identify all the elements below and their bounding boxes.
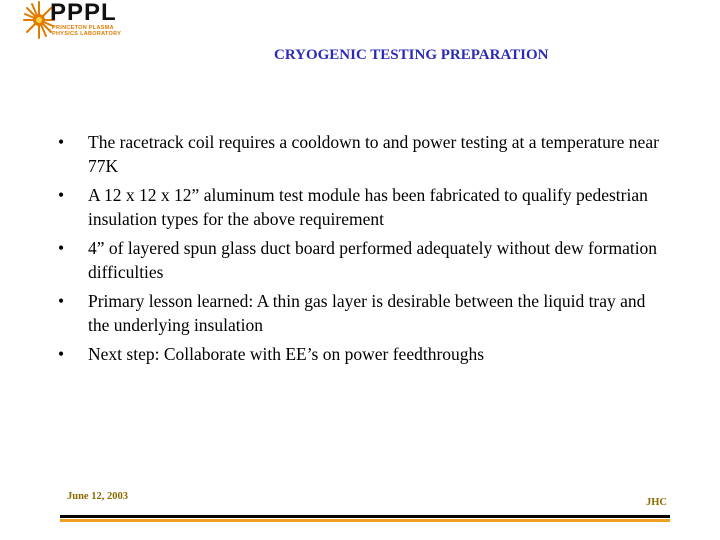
bullet-marker: • xyxy=(58,344,65,364)
bullet-marker: • xyxy=(58,185,65,205)
bullet-text: 4” of layered spun glass duct board performed adequately without dew formation difficulties xyxy=(88,238,658,282)
footer-initials: JHC xyxy=(646,497,667,508)
pppl-logo xyxy=(22,0,132,42)
bullet-marker: • xyxy=(58,132,65,152)
footer-divider xyxy=(60,515,670,518)
logo-wordmark: PPPL xyxy=(50,0,117,26)
slide-title: CRYOGENIC TESTING PREPARATION xyxy=(274,47,549,63)
logo-subtitle-line1: PRINCETON PLASMA xyxy=(52,25,114,31)
bullet-text: The racetrack coil requires a cooldown to and power testing at a temperature near 77K xyxy=(88,132,659,176)
logo-subtitle-line2: PHYSICS LABORATORY xyxy=(52,31,122,37)
bullet-item xyxy=(58,236,668,284)
bullet-marker: • xyxy=(58,238,65,258)
bullet-text: A 12 x 12 x 12” aluminum test module has been fabricated to qualify pedestrian insulation types for the above requirement xyxy=(88,185,648,229)
bullet-marker: • xyxy=(58,291,65,311)
footer-date: June 12, 2003 xyxy=(67,491,128,502)
bullet-text: Primary lesson learned: A thin gas layer is desirable between the liquid tray and the underlying insulation xyxy=(88,291,646,335)
bullet-item xyxy=(58,130,668,178)
bullet-item xyxy=(58,289,668,337)
bullet-text: Next step: Collaborate with EE’s on power feedthroughs xyxy=(88,344,485,364)
bullet-item xyxy=(58,183,668,231)
footer-divider-accent xyxy=(60,519,670,522)
bullet-item xyxy=(58,342,668,366)
bullet-list xyxy=(58,130,668,371)
